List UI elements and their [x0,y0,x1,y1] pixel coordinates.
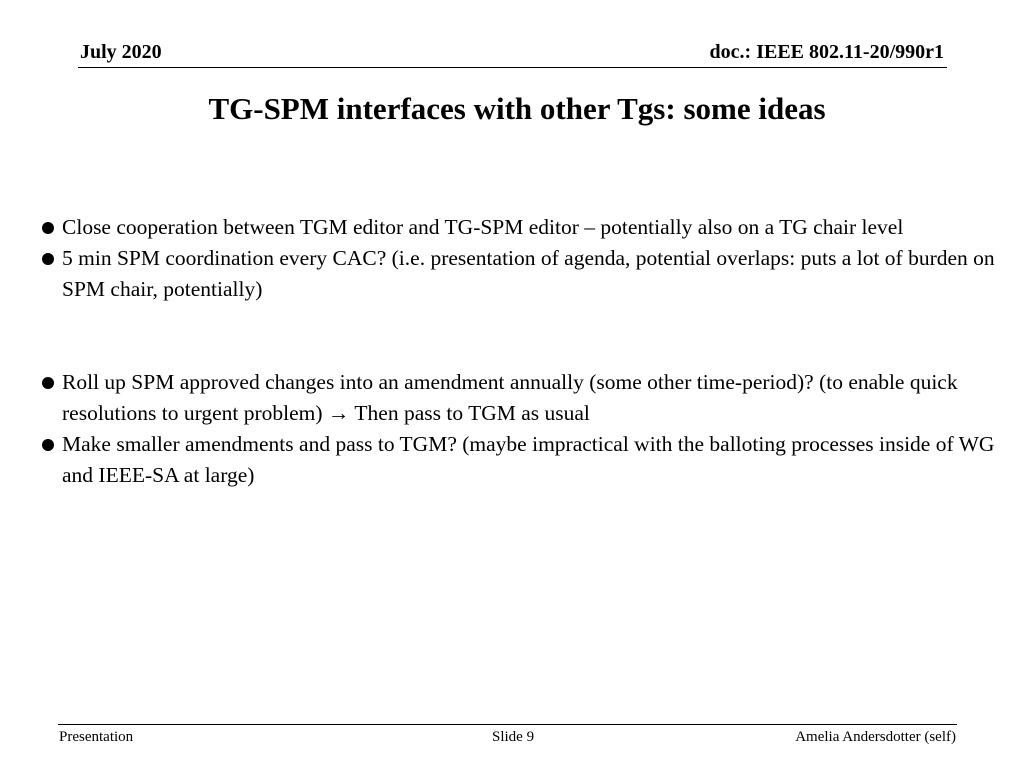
bullet-text: Close cooperation between TGM editor and TG-SPM editor – potentially also on a TG chair level [62,215,904,239]
bullet-list [0,212,1024,491]
header-divider [78,67,947,68]
slide-title: TG-SPM interfaces with other Tgs: some ideas [208,91,826,126]
bullet-dot-icon [42,439,54,451]
bullet-text: Make smaller amendments and pass to TGM? (maybe impractical with the balloting processes inside of WG and IEEE-SA at large) [62,432,995,487]
footer-author: Amelia Andersdotter (self) [795,729,956,745]
bullet-text: Roll up SPM approved changes into an amendment annually (some other time-period)? (to enable quick resolutions to urgent problem) → Then pass to TGM as usual [62,370,958,425]
footer-label: Presentation [59,729,134,745]
bullet-dot-icon [42,253,54,265]
bullet-item [0,212,1024,243]
bullet-item [0,367,1024,429]
bullet-dot-icon [42,377,54,389]
footer-divider [58,724,957,725]
bullet-text: 5 min SPM coordination every CAC? (i.e. presentation of agenda, potential overlaps: puts a lot of burden on SPM chair, potentially) [62,246,995,301]
bullet-item [0,243,1024,305]
bullet-item [0,429,1024,491]
header-doc-id: doc.: IEEE 802.11-20/990r1 [709,41,944,63]
slide-number: Slide 9 [492,729,535,745]
bullet-dot-icon [42,222,54,234]
header-date: July 2020 [80,41,162,63]
